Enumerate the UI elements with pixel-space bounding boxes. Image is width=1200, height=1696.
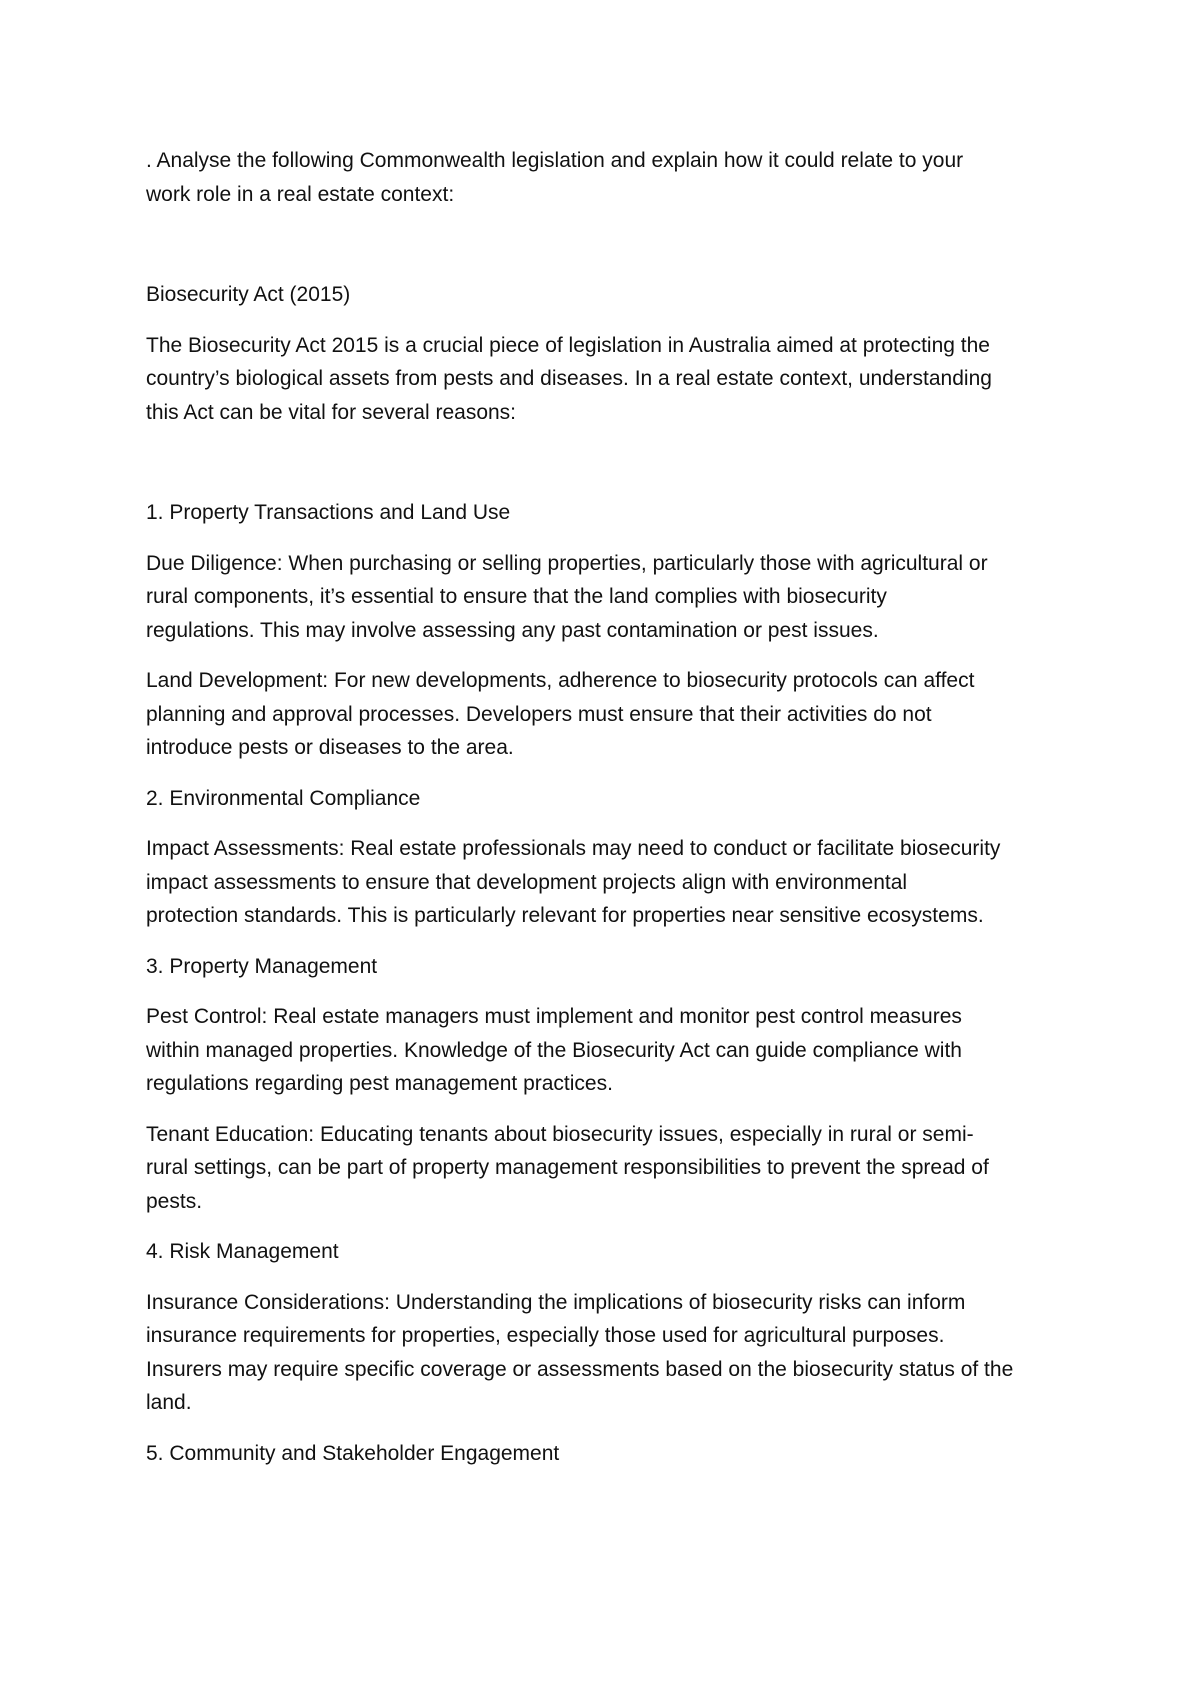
section-heading-1: 1. Property Transactions and Land Use xyxy=(146,501,511,524)
section-3-paragraph-1: Pest Control: Real estate managers must implement and monitor pest control measures within managed properties. Knowledge of the Biosecurity Act can guide compliance with regulations regarding pest management practices. xyxy=(146,1005,962,1095)
section-4-paragraph-1: Insurance Considerations: Understanding the implications of biosecurity risks can inform insurance requirements for properties, especially those used for agricultural purposes. Insurers may require specific coverage or assessments based on the biosecurity status of the land. xyxy=(146,1290,1014,1414)
section-heading-5: 5. Community and Stakeholder Engagement xyxy=(146,1441,560,1465)
section-1-paragraph-2: Land Development: For new developments, adherence to biosecurity protocols can affect planning and approval processes. Developers must ensure that their activities do not introduce pests or diseases to the area. xyxy=(146,669,975,759)
section-1-paragraph-1: Due Diligence: When purchasing or selling properties, particularly those with agricultural or rural components, it’s essential to ensure that the land complies with biosecurity regulations. This may involve assessing any past contamination or pest issues. xyxy=(146,551,988,642)
section-heading-4: 4. Risk Management xyxy=(146,1240,339,1263)
section-heading-3: 3. Property Management xyxy=(146,954,378,978)
act-summary: The Biosecurity Act 2015 is a crucial piece of legislation in Australia aimed at protecting the country’s biological assets from pests and diseases. In a real estate context, understanding this Act can be vital for several reasons: xyxy=(146,333,992,424)
section-heading-2: 2. Environmental Compliance xyxy=(146,786,421,810)
document-body xyxy=(146,144,1066,1487)
section-2-paragraph-1: Impact Assessments: Real estate professionals may need to conduct or facilitate biosecurity impact assessments to ensure that development projects align with environmental protection standards. This is particularly relevant for properties near sensitive ecosystems. xyxy=(146,837,1001,927)
intro-question: . Analyse the following Commonwealth legislation and explain how it could relate to your work role in a real estate context: xyxy=(146,149,964,206)
section-3-paragraph-2: Tenant Education: Educating tenants about biosecurity issues, especially in rural or semi- rural settings, can be part of property management responsibilities to prevent the spread of pests. xyxy=(146,1122,989,1213)
act-title: Biosecurity Act (2015) xyxy=(146,283,351,306)
